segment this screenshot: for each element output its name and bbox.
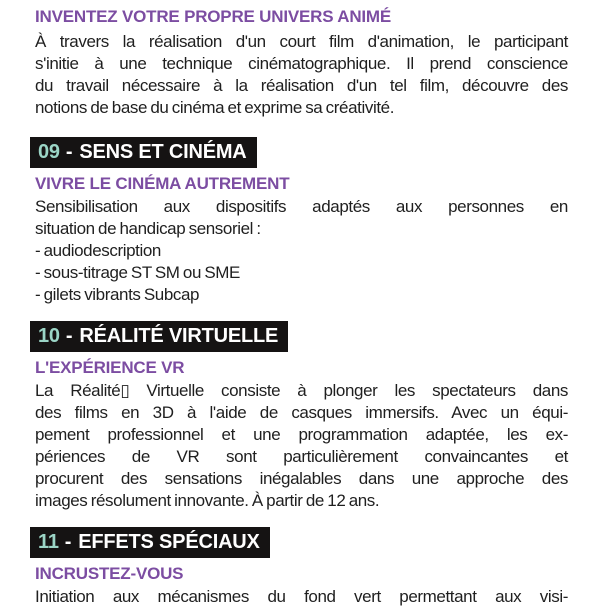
banner-11-number: 11 <box>38 531 59 553</box>
section-11-banner-row <box>35 527 568 558</box>
banner-09-separator: - <box>65 141 73 163</box>
body-line: périences de VR sont particulièrement convaincantes et <box>35 447 568 466</box>
body-line: s'initie à une technique cinématographique. Il prend conscience <box>35 54 568 73</box>
banner-11-title: EFFETS SPÉCIAUX <box>78 531 260 553</box>
section-10-banner-row <box>35 321 568 352</box>
banner-10-title: RÉALITÉ VIRTUELLE <box>79 325 279 347</box>
banner-10-separator: - <box>65 325 73 347</box>
section-10-paragraph <box>35 380 568 512</box>
banner-09-number: 09 <box>38 141 60 163</box>
intro-paragraph <box>35 31 568 119</box>
banner-09-title: SENS ET CINÉMA <box>79 141 247 163</box>
intro-subheading: INVENTEZ VOTRE PROPRE UNIVERS ANIMÉ <box>35 7 392 26</box>
banner-10-number: 10 <box>38 325 60 347</box>
bullet-item: - sous-titrage ST SM ou SME <box>35 263 240 282</box>
section-09-banner-row <box>35 137 568 168</box>
bullet-item: - gilets vibrants Subcap <box>35 285 200 304</box>
section-11-subheading: INCRUSTEZ-VOUS <box>35 564 184 583</box>
section-09-paragraph <box>35 196 568 306</box>
body-line: des films en 3D à l'aide de casques immersifs. Avec un équi- <box>35 403 568 422</box>
body-line: pement professionnel et une programmation adaptée, les ex- <box>35 425 568 444</box>
body-line: La Réalité▯ Virtuelle consiste à plonger les spectateurs dans <box>35 381 568 400</box>
section-11-banner <box>30 527 270 558</box>
body-line: notions de base du cinéma et exprime sa créativité. <box>35 98 395 117</box>
body-line: Sensibilisation aux dispositifs adaptés aux personnes en <box>35 197 568 216</box>
body-line: du travail nécessaire à la réalisation d'un tel film, découvre des <box>35 76 568 95</box>
section-10-subheading: L'EXPÉRIENCE VR <box>35 358 185 377</box>
body-line: Initiation aux mécanismes du fond vert permettant aux visi- <box>35 587 568 606</box>
banner-11-separator: - <box>64 531 72 553</box>
body-line: situation de handicap sensoriel : <box>35 219 261 238</box>
bullet-item: - audiodescription <box>35 241 161 260</box>
section-10-banner <box>30 321 288 352</box>
body-line: À travers la réalisation d'un court film d'animation, le participant <box>35 32 568 51</box>
section-09-subheading: VIVRE LE CINÉMA AUTREMENT <box>35 174 290 193</box>
section-09-banner <box>30 137 257 168</box>
body-line: images résolument innovante. À partir de 12 ans. <box>35 491 380 510</box>
section-11-paragraph <box>35 586 568 608</box>
body-line: procurent des sensations inégalables dans une approche des <box>35 469 568 488</box>
